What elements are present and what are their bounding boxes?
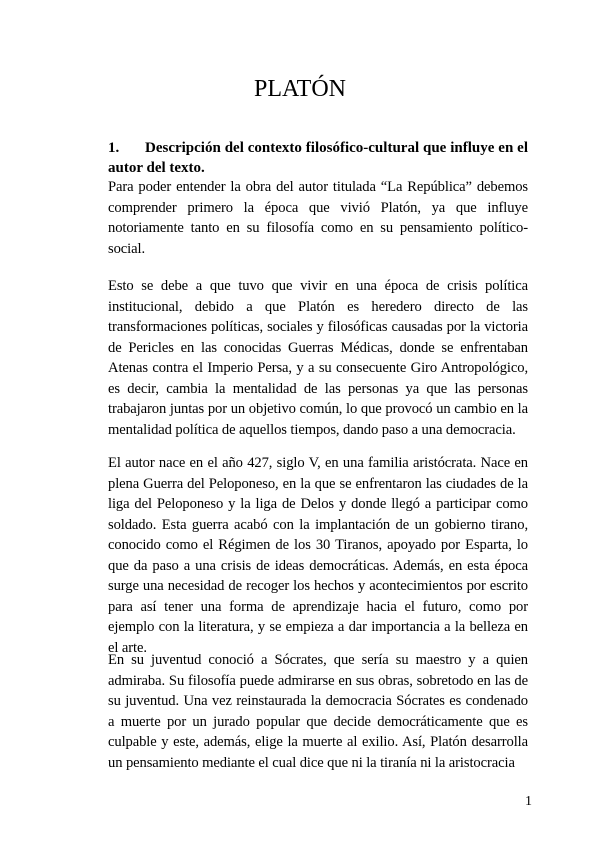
page-number: 1 (525, 794, 532, 809)
section-number: 1. (108, 140, 120, 156)
paragraph-3: El autor nace en el año 427, siglo V, en una familia aristócrata. Nace en plena Guerra del Peloponeso, en la que se enfrentaron las ciudades de la liga del Peloponeso y la liga de Delos y donde llegó a participar como soldado. Esta guerra acabó con la implantación de un gobierno tirano, conocido como el Régimen de los 30 Tiranos, apoyado por Esparta, lo que da paso a una crisis de ideas democráticas. Además, en esta época surge una necesidad de recoger los hechos y acontecimientos por escrito para así tener una forma de aprendizaje hacia el futuro, como por ejemplo con la literatura, y se empieza a dar importancia a la belleza en el arte. (108, 455, 528, 656)
paragraph-1: Para poder entender la obra del autor titulada “La República” debemos comprender primero la época que vivió Platón, ya que influye notoriamente tanto en su filosofía como en su pensamiento político-social. (108, 179, 528, 257)
section-heading (108, 138, 528, 178)
document-title: PLATÓN (253, 76, 346, 102)
paragraph-4: En su juventud conoció a Sócrates, que sería su maestro y a quien admiraba. Su filosofía puede admirarse en sus obras, sobretodo en las de su juventud. Una vez reinstaurada la democracia Sócrates es condenado a muerte por un jurado popular que decide democráticamente que es culpable y este, además, elige la muerte al exilio. Así, Platón desarrolla un pensamiento mediante el cual dice que ni la tiranía ni la aristocracia (108, 652, 528, 771)
section-heading-text: Descripción del contexto filosófico-cultural que influye en el autor del texto. (108, 140, 528, 176)
paragraph-2: Esto se debe a que tuvo que vivir en una época de crisis política institucional, debido a que Platón es heredero directo de las transformaciones políticas, sociales y filosóficas causadas por la victoria de Pericles en las conocidas Guerras Médicas, donde se enfrentaban Atenas contra el Imperio Persa, y a su consecuente Giro Antropológico, es decir, cambia la mentalidad de las personas ya que las personas trabajaron juntas por un objetivo común, lo que provocó un cambio en la mentalidad política de aquellos tiempos, dando paso a una democracia. (108, 278, 528, 438)
